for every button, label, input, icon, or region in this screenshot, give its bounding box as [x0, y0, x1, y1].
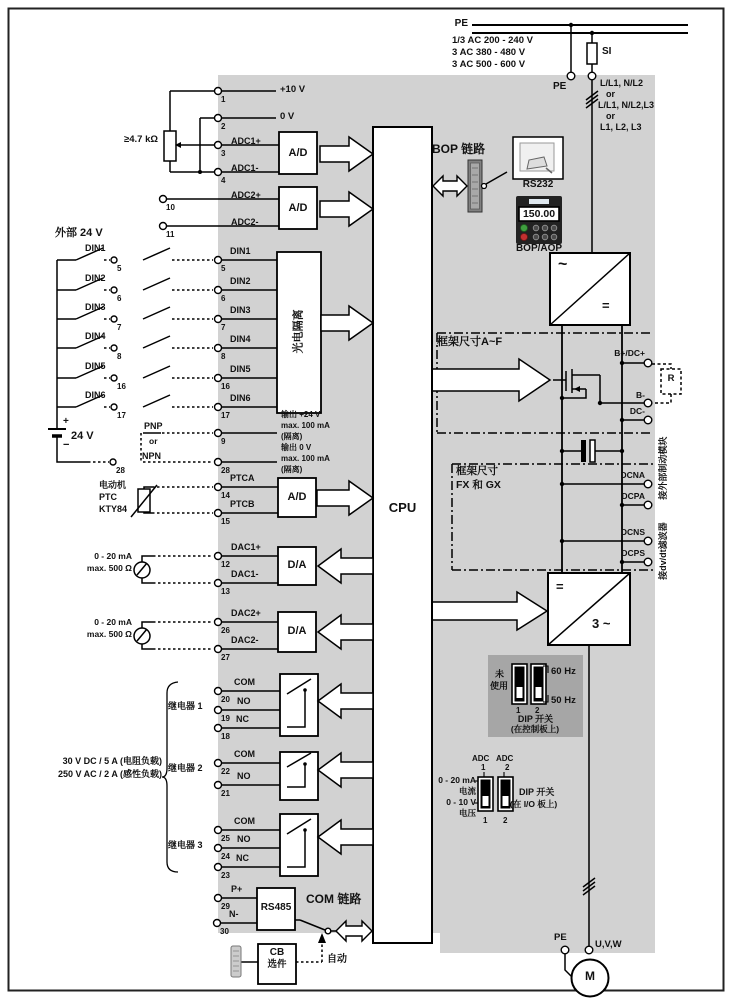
dac1p-label: DAC1+	[231, 542, 261, 552]
terminal-1: 1	[221, 95, 226, 104]
din1-left-label: DIN1	[85, 243, 106, 253]
rs232-label: RS232	[522, 179, 554, 190]
frame-size-fx-label2: FX 和 GX	[456, 479, 501, 491]
terminal-25: 25	[221, 834, 230, 843]
dcna-label: DCNA	[620, 470, 645, 480]
relay1-no-label: NO	[237, 696, 251, 706]
terminal-29: 29	[221, 902, 230, 911]
din2-label: DIN2	[230, 276, 251, 286]
motor-pe-label: PE	[554, 932, 567, 943]
dip1-unused-label1: 未	[495, 669, 505, 679]
voltage-option-2: 3 AC 380 - 480 V	[452, 47, 526, 58]
terminal-15: 15	[221, 517, 230, 526]
terminal-2: 2	[221, 122, 226, 131]
zerov-label: 0 V	[280, 111, 295, 122]
dac1-range-label: 0 - 20 mA	[94, 551, 132, 561]
out-24v-line1: 输出 +24 V	[281, 410, 321, 419]
com-link-label: COM 链路	[306, 892, 362, 906]
ptcb-label: PTCB	[230, 499, 255, 509]
relay3-com-label: COM	[234, 816, 255, 826]
line-option-or2: or	[606, 111, 615, 121]
out-0v-line2: max. 100 mA	[281, 454, 330, 463]
dac2m-label: DAC2-	[231, 635, 259, 645]
dac1-load-label: max. 500 Ω	[86, 563, 132, 573]
bop-link-label: BOP 链路	[432, 142, 486, 156]
fuse-label: SI	[602, 46, 612, 57]
battery-voltage: 24 V	[71, 430, 94, 442]
out-0v-line3: (隔离)	[281, 465, 303, 474]
out-24v-line2: max. 100 mA	[281, 421, 330, 430]
dip-switch-icon-adc	[474, 772, 513, 811]
din4-left-label: DIN4	[85, 331, 106, 341]
din3-label: DIN3	[230, 305, 251, 315]
terminal-23: 23	[221, 871, 230, 880]
pe-terminal-label: PE	[553, 81, 567, 92]
motor-uvw-label: U,V,W	[595, 939, 622, 950]
dip1-title: DIP 开关	[517, 714, 554, 724]
terminal-10: 10	[166, 203, 175, 212]
din3-left-label: DIN3	[85, 302, 106, 312]
dac2-load-label: max. 500 Ω	[86, 629, 132, 639]
terminal-12: 12	[221, 560, 230, 569]
n-minus-label: N-	[229, 909, 239, 919]
relay-rating-ac: 250 V AC / 2 A (感性负载)	[57, 769, 162, 779]
battery-minus: −	[63, 439, 70, 451]
terminal-28: 28	[221, 466, 230, 475]
terminal-3: 3	[221, 149, 226, 158]
terminal-24: 24	[221, 852, 230, 861]
relay1-com-label: COM	[234, 677, 255, 687]
din1-label: DIN1	[230, 246, 251, 256]
relay3-nc-label: NC	[236, 853, 249, 863]
terminal-28-left: 28	[116, 466, 125, 475]
dip1-subtitle: (在控制板上)	[510, 724, 560, 734]
potentiometer-label: ≥4.7 kΩ	[124, 134, 158, 145]
terminal-19: 19	[221, 714, 230, 723]
thermistor-symbol	[131, 485, 157, 517]
inverter-dc-symbol: =	[556, 579, 564, 594]
ad-converter-label-3: A/D	[287, 491, 307, 503]
dip2-adc1-number: 1	[481, 763, 486, 772]
dac1m-label: DAC1-	[231, 569, 259, 579]
dip2-switch2-number: 2	[503, 816, 508, 825]
din2-left-label: DIN2	[85, 273, 106, 283]
dip2-adc2-number: 2	[505, 763, 510, 772]
din-switch-bank-left	[57, 248, 110, 407]
terminal-13: 13	[221, 587, 230, 596]
terminal-27: 27	[221, 653, 230, 662]
npn-label: NPN	[142, 451, 162, 461]
line-option-2: L/L1, N/L2,L3	[598, 100, 655, 110]
line-option-1: L/L1, N/L2	[600, 78, 644, 88]
opto-isolation-label: 光电隔离	[292, 309, 305, 354]
terminal-17-left: 17	[117, 411, 126, 420]
dip2-adc1-header: ADC	[472, 754, 490, 763]
din4-label: DIN4	[230, 334, 251, 344]
relay3-name: 继电器 3	[168, 840, 203, 850]
terminal-6-left: 6	[117, 294, 122, 303]
frame-size-fx-label1: 框架尺寸	[456, 465, 498, 477]
terminal-18: 18	[221, 732, 230, 741]
battery-plus: +	[63, 416, 69, 427]
meter-icon-dac2	[134, 622, 153, 649]
dcminus-label: DC-	[629, 406, 645, 416]
meter-icon-dac1	[134, 556, 153, 583]
pe-bus-label: PE	[454, 18, 468, 29]
dcpa-label: DCPA	[621, 491, 645, 501]
da-converter-label-2: D/A	[287, 625, 307, 637]
terminal-9: 9	[221, 437, 226, 446]
ad-converter-label-2: A/D	[288, 202, 308, 214]
frame-size-af-label: 框架尺寸A~F	[437, 336, 503, 348]
terminal-20: 20	[221, 695, 230, 704]
terminal-16: 16	[221, 382, 230, 391]
dvdt-filter-note: 接dv/dt滤波器	[657, 522, 668, 580]
terminal-5-left: 5	[117, 264, 122, 273]
cb-label-line1: CB	[269, 947, 285, 958]
terminal-7-left: 7	[117, 323, 122, 332]
brake-resistor-label: R	[667, 373, 675, 384]
cpu-label: CPU	[388, 500, 417, 515]
out-0v-line1: 输出 0 V	[281, 443, 312, 452]
potentiometer-symbol	[164, 131, 176, 161]
adc1p-label: ADC1+	[231, 136, 261, 146]
dip2-current-label: 电流	[458, 786, 476, 796]
mains-bus	[472, 25, 688, 33]
dip1-unused-label2: 使用	[490, 681, 509, 691]
terminal-8: 8	[221, 352, 226, 361]
terminal-4: 4	[221, 176, 226, 185]
terminal-22: 22	[221, 767, 230, 776]
relay-rating-dc: 30 V DC / 5 A (电阻负载)	[62, 756, 162, 766]
adc2m-label: ADC2-	[231, 217, 259, 227]
terminal-11: 11	[166, 230, 175, 239]
bop-aop-label: BOP/AOP	[515, 243, 563, 254]
adc2p-label: ADC2+	[231, 190, 261, 200]
terminal-30: 30	[220, 927, 229, 936]
da-converter-label-1: D/A	[287, 559, 307, 571]
pnp-npn-or: or	[149, 436, 158, 446]
adc1m-label: ADC1-	[231, 163, 259, 173]
bminus-label: B-	[636, 390, 645, 400]
line-option-or1: or	[606, 89, 615, 99]
voltage-option-1: 1/3 AC 200 - 240 V	[452, 35, 533, 46]
motor-m-label: M	[585, 969, 595, 983]
dip2-current-range: 0 - 20 mA	[438, 775, 476, 785]
din5-label: DIN5	[230, 364, 251, 374]
cb-auto-dashed-link	[296, 942, 322, 962]
dip1-50hz-label: 50 Hz	[551, 695, 576, 706]
rs232-connector-icon	[513, 137, 563, 179]
fuse-symbol	[587, 43, 597, 64]
dip2-subtitle: (在 I/O 板上)	[510, 799, 558, 809]
relay2-no-label: NO	[237, 771, 251, 781]
line-option-3: L1, L2, L3	[600, 122, 642, 132]
out-24v-line3: (隔离)	[281, 432, 303, 441]
terminal-17: 17	[221, 411, 230, 420]
dip1-switch1-number: 1	[516, 706, 521, 715]
dip2-voltage-range: 0 - 10 V	[446, 797, 476, 807]
bop-connector-icon	[468, 160, 482, 212]
ad-converter-label-1: A/D	[288, 147, 308, 159]
dac2-range-label: 0 - 20 mA	[94, 617, 132, 627]
auto-arrowhead	[318, 933, 326, 943]
brake-module-note: 接外部制动模块	[657, 436, 668, 500]
dcns-label: DCNS	[620, 527, 645, 537]
terminal-21: 21	[221, 789, 230, 798]
dip1-60hz-label: 60 Hz	[551, 666, 576, 677]
terminal-8-left: 8	[117, 352, 122, 361]
terminal-6: 6	[221, 294, 226, 303]
dip2-voltage-label: 电压	[458, 808, 476, 818]
rs485-label: RS485	[260, 902, 292, 913]
dcps-label: DCPS	[621, 548, 645, 558]
dip1-switch2-number: 2	[535, 706, 540, 715]
voltage-option-3: 3 AC 500 - 600 V	[452, 59, 526, 70]
dip2-switch1-number: 1	[483, 816, 488, 825]
bop-display-value: 150.00	[522, 208, 556, 220]
motor-sensor-line2: PTC	[99, 492, 117, 502]
terminal-14: 14	[221, 491, 230, 500]
cpu-block	[373, 127, 432, 943]
rectifier-ac-symbol: ~	[558, 256, 568, 273]
pnp-label: PNP	[144, 421, 163, 431]
auto-label: 自动	[327, 954, 347, 965]
relay2-com-label: COM	[234, 749, 255, 759]
p-plus-label: P+	[231, 884, 243, 894]
inverter-ac-symbol: 3 ~	[592, 616, 611, 631]
terminal-26: 26	[221, 626, 230, 635]
plus10v-label: +10 V	[280, 84, 306, 95]
relay1-name: 继电器 1	[168, 701, 203, 711]
din5-left-label: DIN5	[85, 361, 106, 371]
relay1-nc-label: NC	[236, 714, 249, 724]
dip2-title: DIP 开关	[519, 787, 555, 797]
relay3-no-label: NO	[237, 834, 251, 844]
ptca-label: PTCA	[230, 473, 255, 483]
din6-label: DIN6	[230, 393, 251, 403]
relay2-name: 继电器 2	[168, 763, 203, 773]
cb-connector-icon	[231, 946, 241, 977]
bplus-dcplus-label: B+/DC+	[614, 348, 645, 358]
terminal-7: 7	[221, 323, 226, 332]
dac2p-label: DAC2+	[231, 608, 261, 618]
terminal-16-left: 16	[117, 382, 126, 391]
motor-sensor-line3: KTY84	[99, 504, 128, 514]
motor-sensor-line1: 电动机	[99, 480, 127, 490]
terminal-5: 5	[221, 264, 226, 273]
dip2-adc2-header: ADC	[496, 754, 514, 763]
external-24v-header: 外部 24 V	[55, 227, 103, 239]
rectifier-dc-symbol: =	[602, 298, 610, 313]
din6-left-label: DIN6	[85, 390, 106, 400]
cb-label-line2: 选件	[267, 959, 287, 970]
